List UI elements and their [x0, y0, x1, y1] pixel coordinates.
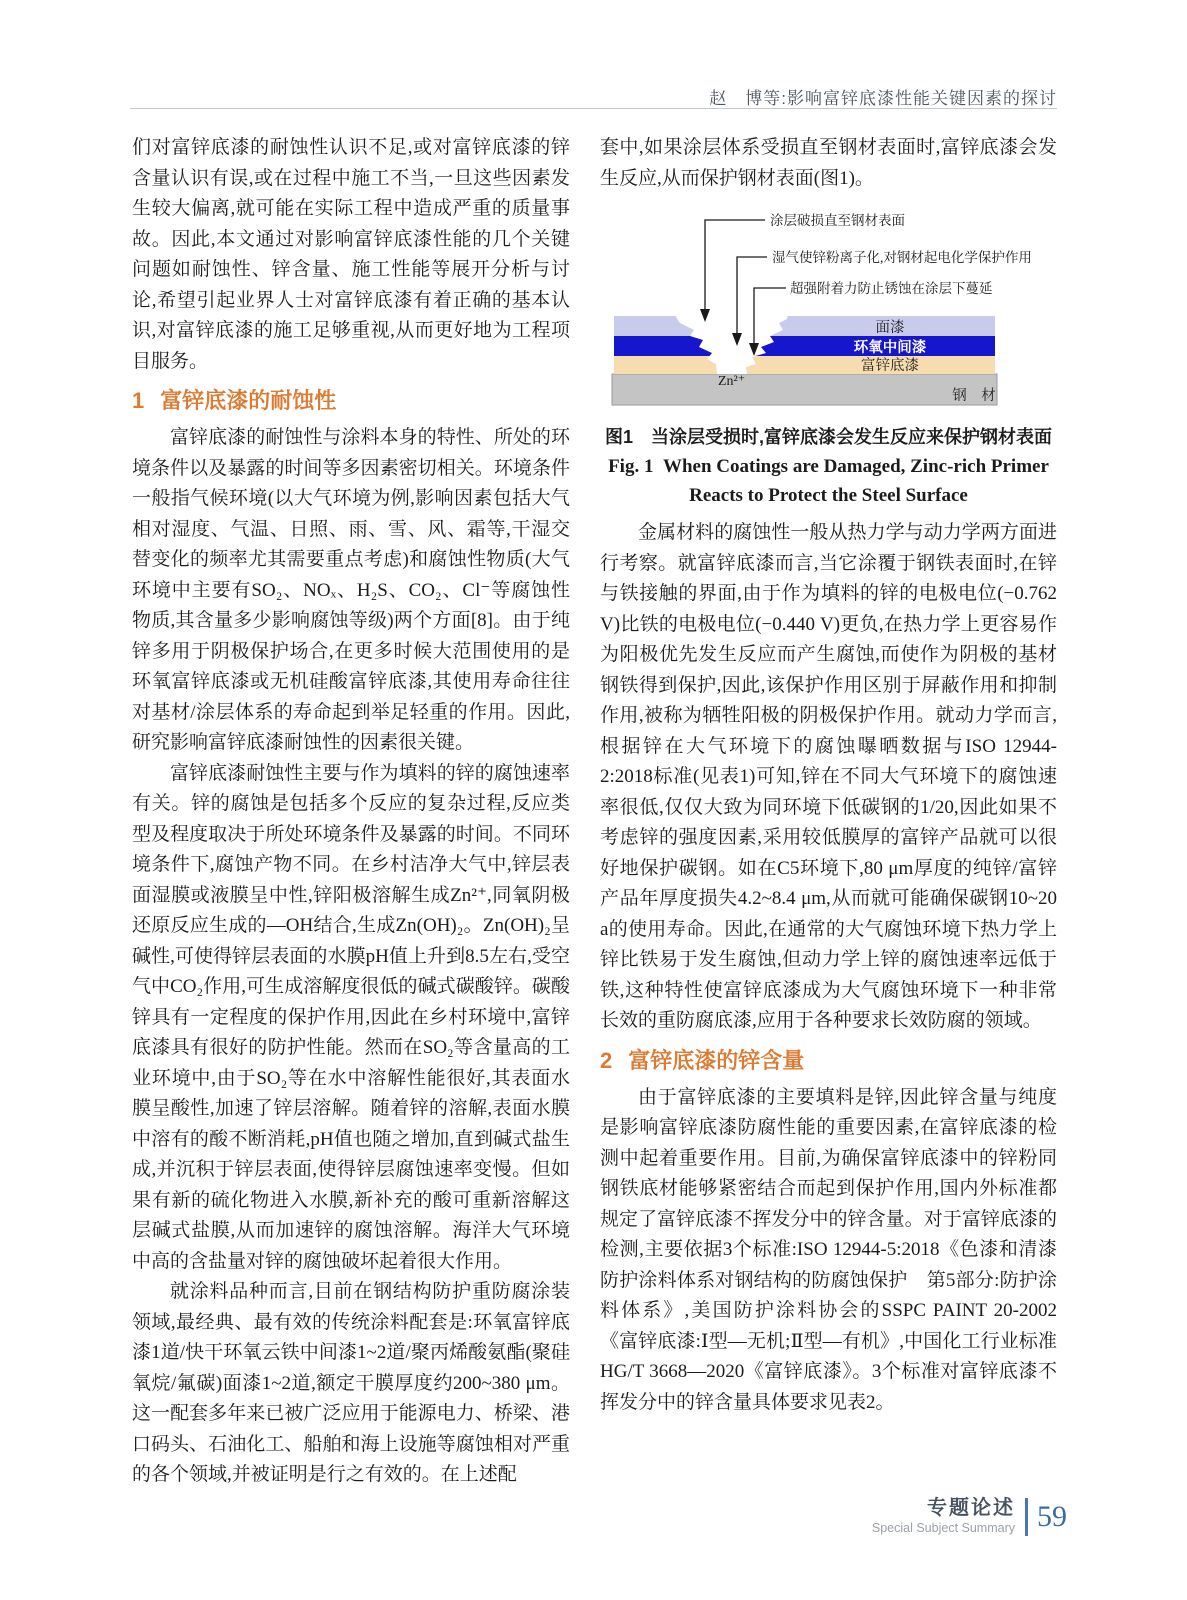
- section-2-heading: [600, 1047, 1057, 1075]
- layer-epoxy-intermediate: [614, 336, 995, 356]
- right-column: [600, 133, 1077, 1418]
- page-footer: [855, 1497, 1067, 1536]
- layer-label-zinc-primer: 富锌底漆: [861, 358, 919, 374]
- footer-section-label: [855, 1497, 1015, 1536]
- layer-label-topcoat: 面漆: [875, 320, 905, 336]
- leader-line: [705, 220, 765, 310]
- section-1-heading: [132, 387, 570, 415]
- footer-section-label-en: Special Subject Summary: [871, 1521, 1015, 1535]
- page-number: 59: [1037, 1499, 1067, 1533]
- layer-label-epoxy-intermediate: 环氧中间漆: [853, 340, 927, 356]
- footer-divider: [1025, 1498, 1028, 1536]
- body-paragraph: 由于富锌底漆的主要填料是锌,因此锌含量与纯度是影响富锌底漆防腐性能的重要因素,在富锌底漆的检测中起着重要作用。目前,为确保富锌底漆中的锌粉同钢铁底材能够紧密结合而起到保护作用,国内外标准都规定了富锌底漆不挥发分中的锌含量。对于富锌底漆的检测,主要依据3个标准:ISO 12944-5:2018《色漆和清漆 防护涂料体系对钢结构的防腐蚀保护 第5部分:防护涂料体系》,美国防护涂料协会的SSPC PAINT 20-2002《富锌底漆:Ⅰ型—无机;Ⅱ型—有机》,中国化工行业标准HG/T 3668—2020《富锌底漆》。3个标准对富锌底漆不挥发分中的锌含量具体要求见表2。: [600, 1086, 1077, 1413]
- figure-1: [600, 206, 1057, 510]
- body-paragraph: 富锌底漆耐蚀性主要与作为填料的锌的腐蚀速率有关。锌的腐蚀是包括多个反应的复杂过程,反应类型及程度取决于所处环境条件及暴露的时间。不同环境条件下,腐蚀产物不同。在乡村洁净大气中,锌层表面湿膜或液膜呈中性,锌阳极溶解生成Zn²⁺,同氧阴极还原反应生成的—OH结合,生成Zn(OH)₂。Zn(OH)₂呈碱性,可使得锌层表面的水膜pH值上升到8.5左右,受空气中CO₂作用,可生成溶解度很低的碱式碳酸锌。碳酸锌具有一定程度的保护作用,因此在乡村环境中,富锌底漆具有很好的防护性能。然而在SO₂等含量高的工业环境中,由于SO₂等在水中溶解性能很好,其表面水膜呈酸性,加速了锌层溶解。随着锌的溶解,表面水膜中溶有的酸不断消耗,pH值也随之增加,直到碱式盐生成,并沉积于锌层表面,使得锌层腐蚀速率变慢。但如果有新的硫化物进入水膜,新补充的酸可重新溶解这层碱式盐膜,从而加速锌的腐蚀溶解。海洋大气环境中高的含盐量对锌的腐蚀破坏起着很大作用。: [132, 762, 570, 1272]
- layer-topcoat: [614, 316, 995, 336]
- body-paragraph: 金属材料的腐蚀性一般从热力学与动力学两方面进行考察。就富锌底漆而言,当它涂覆于钢铁表面时,在锌与铁接触的界面,由于作为填料的锌的电极电位(−0.762 V)比铁的电极电位(−0.440 V)更负,在热力学上更容易作为阳极优先发生反应而产生腐蚀,而使作为阴极的基材钢铁得到保护,因此,该保护作用区别于屏蔽作用和抑制作用,被称为牺牲阳极的阴极保护作用。就动力学而言,根据锌在大气环境下的腐蚀曝晒数据与ISO 12944-2:2018标准(见表1)可知,锌在不同大气环境下的腐蚀速率很低,仅仅大致为同环境下低碳钢的1/20,因此如果不考虑锌的强度因素,采用较低膜厚的富锌产品就可以很好地保护碳钢。如在C5环境下,80 μm厚度的纯锌/富锌产品年厚度损失4.2~8.4 μm,从而就可能确保碳钢10~20 a的使用寿命。因此,在通常的大气腐蚀环境下热力学上锌比铁易于发生腐蚀,但动力学上锌的腐蚀速率远低于铁,这种特性使富锌底漆成为大气腐蚀环境下一种非常长效的重防腐底漆,应用于各种要求长效防腐的领域。: [600, 522, 1057, 1031]
- header-rule: [130, 108, 1057, 109]
- figure-callout-adhesion: 超强附着力防止锈蚀在涂层下蔓延: [790, 281, 993, 296]
- zinc-ion-label: Zn²⁺: [718, 374, 746, 389]
- body-paragraph-continued: 套中,如果涂层体系受损直至钢材表面时,富锌底漆会发生反应,从而保护钢材表面(图1)。: [600, 137, 1057, 189]
- layer-label-steel: 钢 材: [952, 388, 996, 404]
- section-2-number: 2: [600, 1047, 613, 1073]
- body-paragraph-continued: 们对富锌底漆的耐蚀性认识不足,或对富锌底漆的锌含量认识有误,或在过程中施工不当,一旦这些因素发生较大偏离,就可能在实际工程中造成严重的质量事故。因此,本文通过对影响富锌底漆性能的几个关键问题如耐蚀性、锌含量、施工性能等展开分析与讨论,希望引起业界人士对富锌底漆有着正确的基本认识,对富锌底漆的施工足够重视,从而更好地为工程项目服务。: [132, 137, 570, 372]
- layer-steel: [612, 374, 997, 405]
- figure-callout-damage: 涂层破损直至钢材表面: [770, 213, 905, 228]
- footer-section-label-zh: 专题论述: [927, 1497, 1015, 1519]
- section-2-title: 富锌底漆的锌含量: [628, 1047, 805, 1073]
- section-1-number: 1: [132, 388, 145, 413]
- figure-caption-en: [600, 452, 1057, 510]
- layer-zinc-primer: [614, 356, 995, 374]
- figure-caption-en-line1: Fig. 1 When Coatings are Damaged, Zinc-rich Primer: [608, 456, 1049, 477]
- section-1-title: 富锌底漆的耐蚀性: [160, 388, 337, 413]
- left-column: [132, 133, 570, 1491]
- body-paragraph: 富锌底漆的耐蚀性与涂料本身的特性、所处的环境条件以及暴露的时间等多因素密切相关。环境条件一般指气候环境(以大气环境为例,影响因素包括大气相对湿度、气温、日照、雨、雪、风、霜等,干湿交替变化的频率尤其需要重点考虑)和腐蚀性物质(大气环境中主要有SO₂、NOₓ、H₂S、CO₂、Cl⁻等腐蚀性物质,其含量多少影响腐蚀等级)两个方面[8]。由于纯锌多用于阴极保护场合,在更多时候大范围使用的是环氧富锌底漆或无机硅酸富锌底漆,其使用寿命往往对基材/涂层体系的寿命起到举足轻重的作用。因此,研究影响富锌底漆耐蚀性的因素很关键。: [132, 427, 570, 753]
- figure-caption-en-line2: Reacts to Protect the Steel Surface: [689, 485, 968, 506]
- figure-caption-zh: 图1 当涂层受损时,富锌底漆会发生反应来保护钢材表面: [604, 427, 1052, 447]
- body-paragraph: 就涂料品种而言,目前在钢结构防护重防腐涂装领域,最经典、最有效的传统涂料配套是:环氧富锌底漆1道/快干环氧云铁中间漆1~2道/聚丙烯酸氨酯(聚硅氧烷/氟碳)面漆1~2道,额定干膜厚度约200~380 μm。这一配套多年来已被广泛应用于能源电力、桥梁、港口码头、石油化工、船舶和海上设施等腐蚀相对严重的各个领域,并被证明是行之有效的。在上述配: [132, 1281, 570, 1485]
- coating-damage-diagram: [600, 206, 1057, 418]
- figure-callout-ionization: 湿气使锌粉离子化,对钢材起电化学保护作用: [772, 250, 1032, 265]
- running-header: 赵 博等:影响富锌底漆性能关键因素的探讨: [709, 89, 1057, 108]
